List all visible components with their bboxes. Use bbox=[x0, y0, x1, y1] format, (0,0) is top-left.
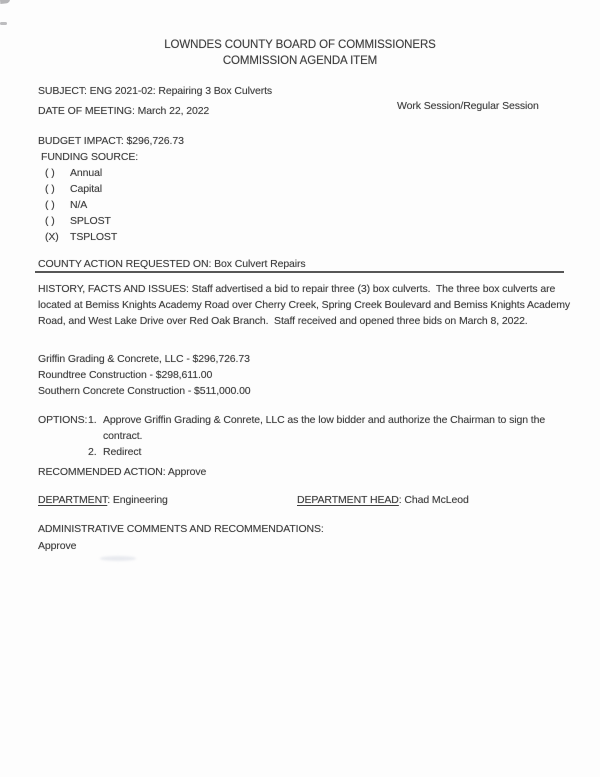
funding-option-na bbox=[45, 197, 117, 213]
option-text: Redirect bbox=[103, 446, 142, 458]
county-action-line: COUNTY ACTION REQUESTED ON: Box Culvert Repairs bbox=[38, 258, 306, 270]
options-items bbox=[88, 412, 562, 460]
funding-source-label: FUNDING SOURCE: bbox=[41, 151, 139, 163]
option-item-2 bbox=[88, 444, 562, 460]
document-type-title: COMMISSION AGENDA ITEM bbox=[222, 55, 378, 67]
option-item-1 bbox=[88, 412, 562, 444]
admin-comments-value: Approve bbox=[38, 540, 77, 552]
subject-line: SUBJECT: ENG 2021-02: Repairing 3 Box Culverts bbox=[38, 85, 273, 97]
checkbox-mark: ( ) bbox=[45, 215, 55, 227]
scan-artifact-corner bbox=[0, 0, 10, 4]
option-number: 2. bbox=[88, 446, 97, 458]
scan-artifact-smudge bbox=[100, 556, 136, 561]
meeting-date-line: DATE OF MEETING: March 22, 2022 bbox=[38, 105, 210, 117]
scan-artifact-dash bbox=[0, 22, 7, 25]
funding-options-list bbox=[45, 165, 117, 245]
department-label: DEPARTMENT bbox=[38, 494, 108, 506]
option-text: Approve Griffin Grading & Conrete, LLC as the low bidder and authorize the Chairman to sign the contract. bbox=[103, 414, 546, 442]
checkbox-mark: ( ) bbox=[45, 167, 55, 179]
checkbox-mark-checked: (X) bbox=[45, 231, 59, 243]
document-header bbox=[0, 37, 600, 69]
funding-option-label: TSPLOST bbox=[70, 231, 118, 243]
section-divider-rule bbox=[35, 271, 564, 273]
department-head-value: : Chad McLeod bbox=[398, 494, 469, 506]
bid-line: Southern Concrete Construction - $511,000.00 bbox=[38, 385, 251, 397]
bid-line: Roundtree Construction - $298,611.00 bbox=[38, 369, 213, 381]
session-type-label: Work Session/Regular Session bbox=[397, 100, 539, 112]
option-number: 1. bbox=[88, 414, 97, 426]
bid-list bbox=[38, 351, 251, 399]
department-head-label: DEPARTMENT HEAD bbox=[297, 494, 399, 506]
board-title: LOWNDES COUNTY BOARD OF COMMISSIONERS bbox=[164, 39, 436, 51]
admin-comments-label: ADMINISTRATIVE COMMENTS AND RECOMMENDATIONS: bbox=[38, 523, 324, 535]
options-label: OPTIONS: bbox=[38, 414, 88, 426]
department-field bbox=[38, 492, 168, 508]
department-head-field bbox=[297, 492, 469, 508]
checkbox-mark: ( ) bbox=[45, 183, 55, 195]
budget-impact-line: BUDGET IMPACT: $296,726.73 bbox=[38, 135, 184, 147]
funding-option-label: Annual bbox=[70, 167, 103, 179]
bid-line: Griffin Grading & Concrete, LLC - $296,726.73 bbox=[38, 353, 250, 365]
department-value: : Engineering bbox=[107, 494, 168, 506]
funding-option-label: Capital bbox=[70, 183, 102, 195]
options-section bbox=[38, 412, 562, 460]
funding-option-splost bbox=[45, 213, 117, 229]
history-facts-paragraph: HISTORY, FACTS AND ISSUES: Staff advertised a bid to repair three (3) box culverts. The three box culverts are located at Bemiss Knights Academy Road over Cherry Creek, Spring Creek Boulevard and Bemiss Knights Academy Road, and West Lake Drive over Red Oak Branch. Staff received and opened three bids on March 8, 2022. bbox=[38, 283, 573, 327]
funding-option-label: SPLOST bbox=[70, 215, 111, 227]
funding-option-capital bbox=[45, 181, 117, 197]
funding-option-label: N/A bbox=[70, 199, 88, 211]
recommended-action-line: RECOMMENDED ACTION: Approve bbox=[38, 466, 207, 478]
funding-option-tsplost bbox=[45, 229, 117, 245]
funding-option-annual bbox=[45, 165, 117, 181]
checkbox-mark: ( ) bbox=[45, 199, 55, 211]
